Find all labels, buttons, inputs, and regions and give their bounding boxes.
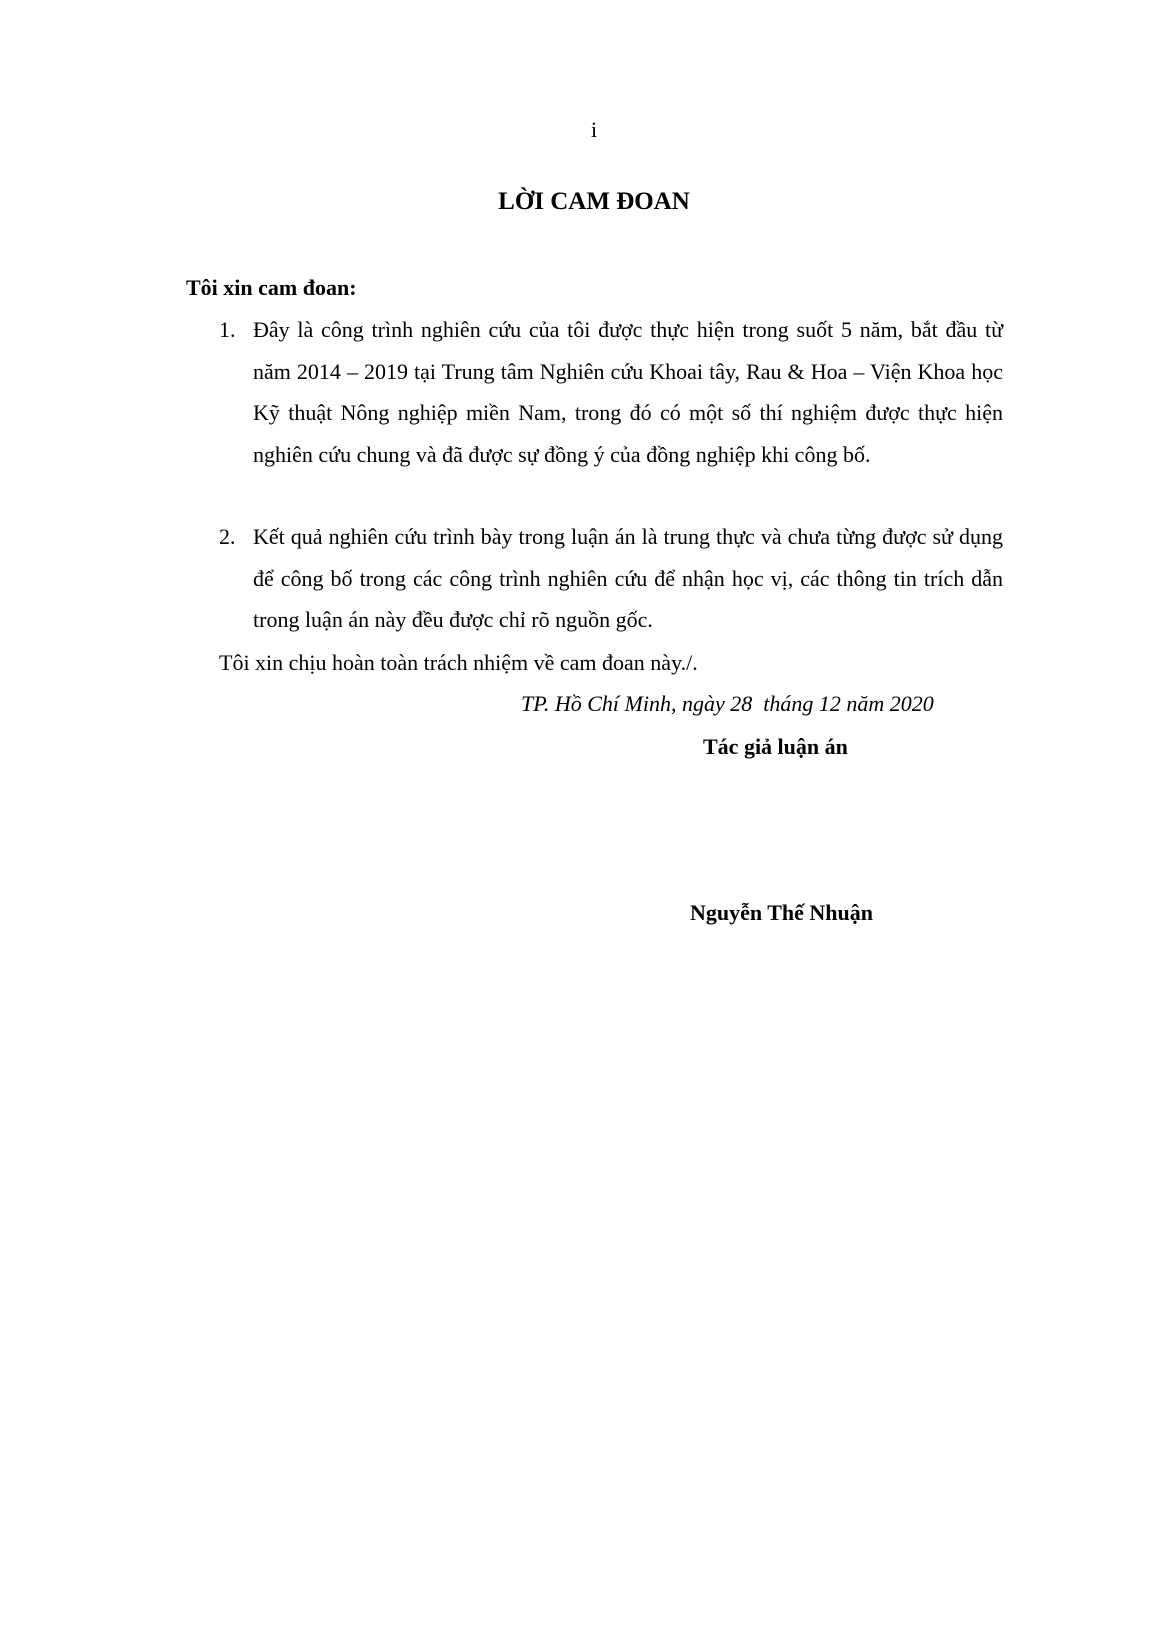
list-item-marker: 2. [219,524,236,549]
closing-statement: Tôi xin chịu hoàn toàn trách nhiệm về cam đoan này./. [219,650,698,675]
list-item [219,309,1003,475]
declaration-intro: Tôi xin cam đoan: [186,275,357,300]
list-item-marker: 1. [219,317,236,342]
list-item-text: Đây là công trình nghiên cứu của tôi được thực hiện trong suốt 5 năm, bắt đầu từ năm 2014 – 2019 tại Trung tâm Nghiên cứu Khoai tây, Rau & Hoa – Viện Khoa học Kỹ thuật Nông nghiệp miền Nam, trong đó có một số thí nghiệm được thực hiện nghiên cứu chung và đã được sự đồng ý của đồng nghiệp khi công bố. [253,317,1003,467]
list-item-text: Kết quả nghiên cứu trình bày trong luận án là trung thực và chưa từng được sử dụng để công bố trong các công trình nghiên cứu để nhận học vị, các thông tin trích dẫn trong luận án này đều được chỉ rõ nguồn gốc. [253,524,1003,632]
place-date-line: TP. Hồ Chí Minh, ngày 28 tháng 12 năm 2020 [521,691,934,716]
author-name: Nguyễn Thế Nhuận [690,900,873,925]
list-item [219,516,1003,641]
author-role: Tác giả luận án [703,734,848,759]
page-number: i [590,117,598,142]
page-title: LỜI CAM ĐOAN [498,188,690,215]
